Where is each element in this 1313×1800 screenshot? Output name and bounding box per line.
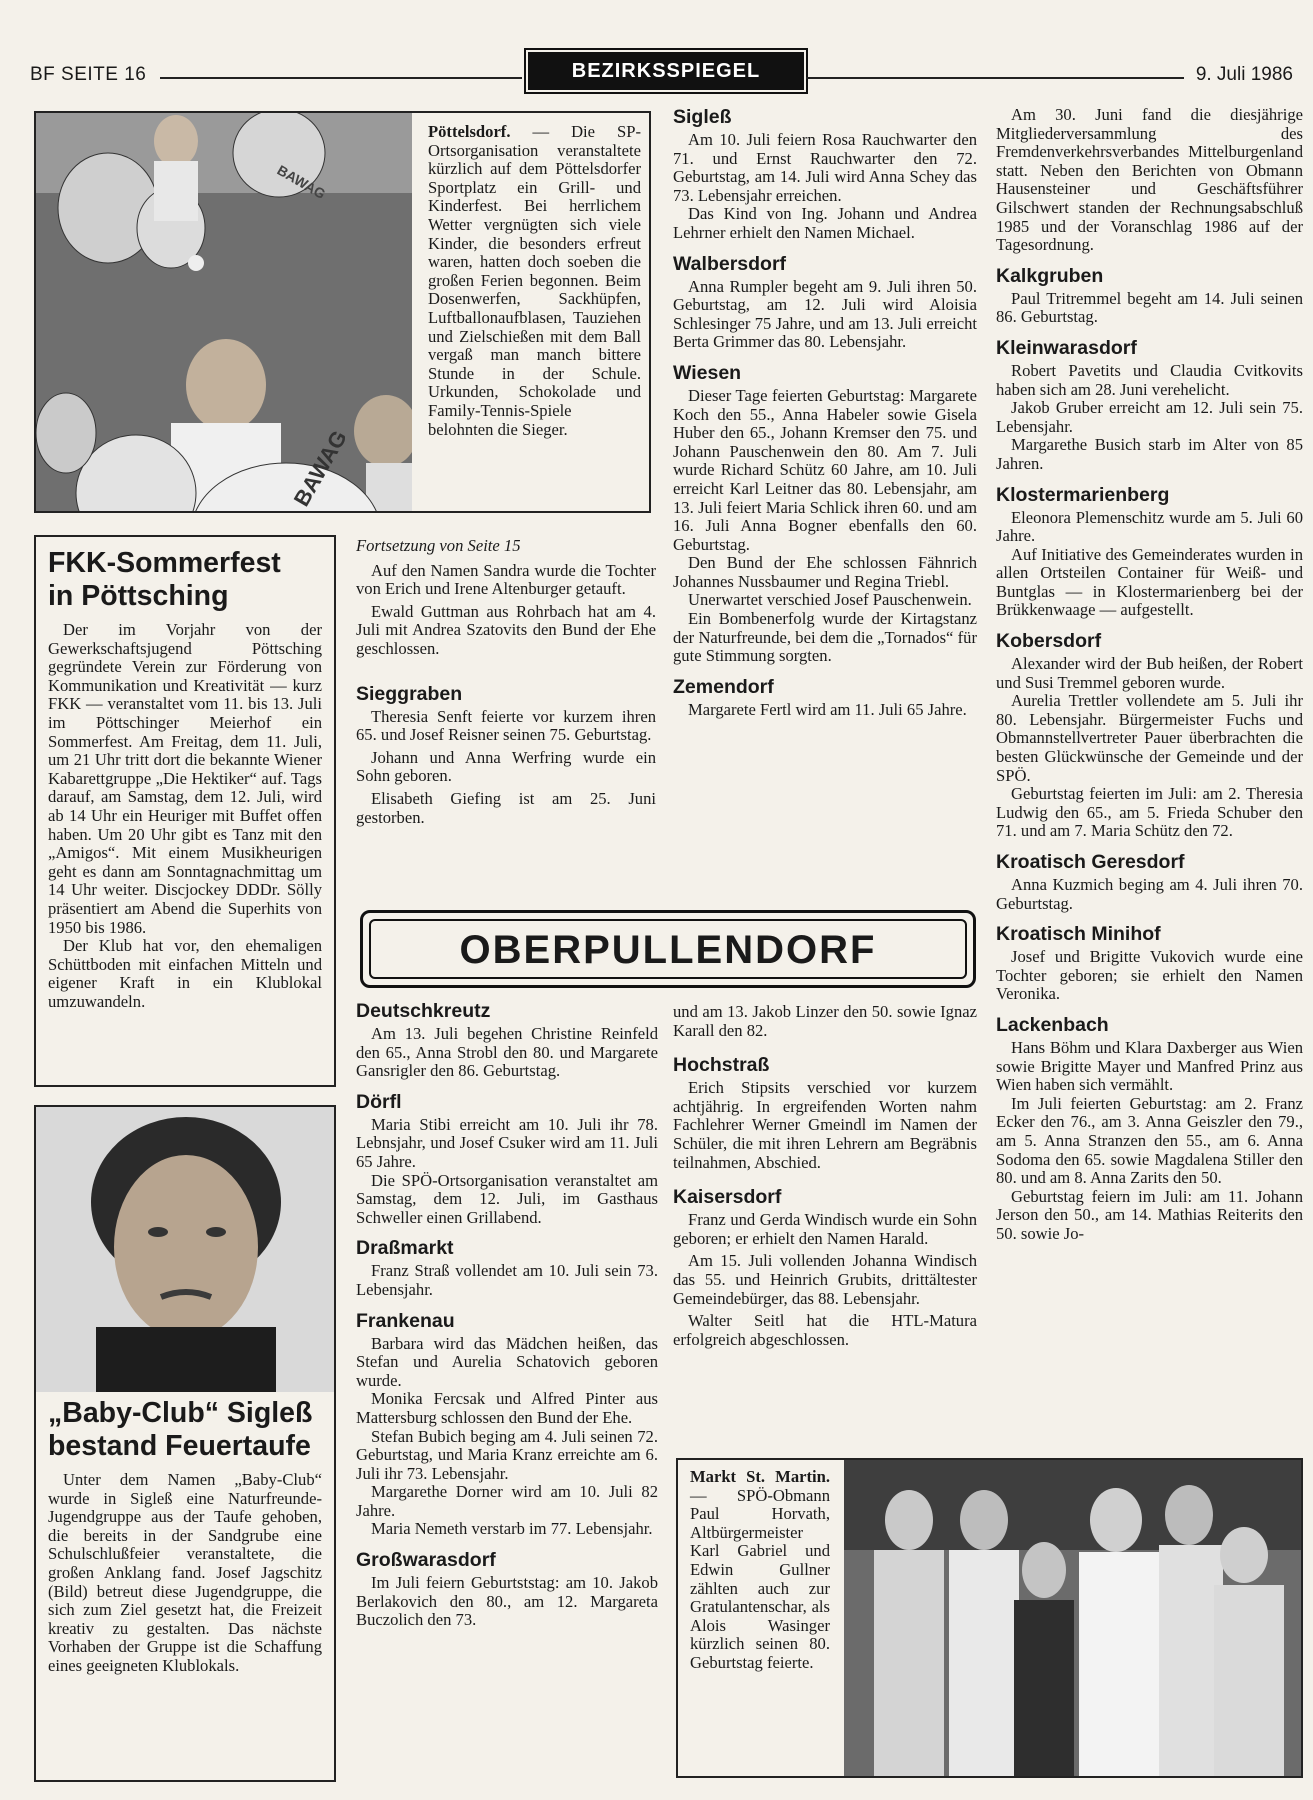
lackenbach-paragraph-2: Im Juli feierten Geburtstag: am 2. Franz Ecker den 76., am 3. Anna Geiszler den 79., am 5. Anna Stranzen den 55., am 6. Anna Sodoma den 65. sowie Magdalena Stiller den 80. und am 8. Anna Zarits den 50.: [996, 1093, 1303, 1188]
kalkgruben-heading: Kalkgruben: [996, 264, 1104, 287]
doerfl-paragraph-1: Maria Stibi erreicht am 10. Juli ihr 78. Lebnsjahr, und Josef Csuker wird am 11. Juli 65 Jahre.: [356, 1114, 658, 1171]
josef-jagschitz-portrait-photo: [36, 1107, 334, 1392]
frankenau-paragraph-1: Barbara wird das Mädchen heißen, das Stefan und Aurelia Schatovich geboren wurde.: [356, 1333, 658, 1390]
kaisersdorf-paragraph-3: Walter Seitl hat die HTL-Matura erfolgreich abgeschlossen.: [673, 1311, 977, 1349]
markt-caption: [690, 1468, 830, 1673]
frankenau-paragraph-4: Margarethe Dorner wird am 10. Juli 82 Jahre.: [356, 1482, 658, 1520]
hochstrass-paragraph-1: Erich Stipsits verschied vor kurzem achtjährig. In ergreifenden Worten nahm Fachlehrer Werner Gmeindl im Namen der Schüler, die mit ihren Lehrern am Begräbnis teilnahmen, Abschied.: [673, 1078, 977, 1172]
babyclub-article-box: [34, 1105, 336, 1782]
hochstrass-heading: Hochstraß: [673, 1054, 770, 1077]
babyclub-headline-line-1: „Baby-Club“ Sigleß: [48, 1397, 313, 1429]
fkk-paragraph-2: Der Klub hat vor, den ehemaligen Schüttboden mit einfachen Mitteln und eigener Kraft in ein Klublokal umzuwandeln.: [48, 936, 322, 1011]
poettelsdorf-caption-place: Pöttelsdorf.: [428, 122, 511, 141]
oberpullendorf-banner-text: OBERPULLENDORF: [369, 919, 967, 979]
poettelsdorf-caption: [428, 123, 641, 439]
balloon-label-1: BAWAG: [288, 426, 352, 511]
header-rule-right: [806, 77, 1184, 79]
fremdenverkehr-paragraph: Am 30. Juni fand die diesjährige Mitgliederversammlung des Fremdenverkehrsverbandes Mittelburgenland statt. Neben den Berichten von Obmann Hausensteiner und Geschäftsführer Gilschwert standen der Rechnungsabschluß 1985 und der Voranschlag 1986 auf der Tagesordnung.: [996, 105, 1303, 255]
children-balloons-illustration: [36, 113, 412, 511]
sigless-paragraph-1: Am 10. Juli feiern Rosa Rauchwarter den 71. und Ernst Rauchwarter den 72. Geburtstag, am 14. Juli wird Anna Schey das 73. Lebensjahr erreichen.: [673, 130, 977, 205]
walbersdorf-paragraph-1: Anna Rumpler begeht am 9. Juli ihren 50. Geburtstag, am 12. Juli wird Aloisia Schlesinger 75 Jahre, und am 13. Juli erreicht Berta Grimmer das 80. Lebensjahr.: [673, 276, 977, 352]
drassmarkt-heading: Draßmarkt: [356, 1237, 454, 1260]
kleinwarasdorf-paragraph-1: Robert Pavetits und Claudia Cvitkovits haben sich am 28. Juni verehelicht.: [996, 360, 1303, 399]
sieggraben-heading: Sieggraben: [356, 682, 463, 705]
fkk-article-box: [34, 535, 336, 1087]
kleinwarasdorf-heading: Kleinwarasdorf: [996, 336, 1137, 359]
kalkgruben-paragraph-1: Paul Tritremmel begeht am 14. Juli seinen 86. Geburtstag.: [996, 288, 1303, 327]
group-portrait-photo: [844, 1460, 1301, 1776]
frankenau-paragraph-5: Maria Nemeth verstarb im 77. Lebensjahr.: [371, 1519, 653, 1539]
kleinwarasdorf-paragraph-2: Jakob Gruber erreicht am 12. Juli sein 75. Lebensjahr.: [996, 398, 1303, 436]
poettelsdorf-photo-box: [34, 111, 651, 513]
header-rule-left: [160, 77, 522, 79]
kobersdorf-paragraph-3: Geburtstag feierten im Juli: am 2. Theresia Ludwig den 65., am 5. Frieda Schuber den 71. und am 7. Maria Schütz den 72.: [996, 784, 1303, 841]
deutschkreutz-heading: Deutschkreutz: [356, 1000, 491, 1022]
zemendorf-paragraph-1: Margarete Fertl wird am 11. Juli 65 Jahre.: [688, 699, 967, 719]
fortsetzung-paragraph-1: Auf den Namen Sandra wurde die Tochter von Erich und Irene Altenburger getauft.: [356, 560, 656, 599]
babyclub-text: [48, 1397, 322, 1676]
grosswarasdorf-paragraph-1: Im Juli feiern Geburtststag: am 10. Jakob Berlakovich den 80., am 12. Margareta Buczolich den 73.: [356, 1573, 658, 1630]
klostermarienberg-heading: Klostermarienberg: [996, 483, 1170, 506]
kaisersdorf-heading: Kaisersdorf: [673, 1186, 782, 1209]
poettelsdorf-caption-text: — Die SP-Ortsorganisation veranstaltete kürzlich auf dem Pöttelsdorfer Sportplatz ein Grill- und Kinderfest. Bei herrlichem Wetter vergnügten sich viele Kinder, die besonders erfreut waren, hatten doch soeben die großen Ferien begonnen. Beim Dosenwerfen, Sackhüpfen, Luftballonaufblasen, Tauziehen und Zielschießen mit dem Ball vergaß man manch bittere Stunde in der Schule. Urkunden, Schokolade und Family-Tennis-Spiele belohnten die Sieger.: [428, 122, 641, 439]
kobersdorf-paragraph-2: Aurelia Trettler vollendete am 5. Juli ihr 80. Lebensjahr. Bürgermeister Fuchs und Obmannstellvertreter Pauer überbrachten die besten Glückwünsche der Gemeinde und der SPÖ.: [996, 691, 1303, 785]
fortsetzung-paragraph-2: Ewald Guttman aus Rohrbach hat am 4. Juli mit Andrea Szatovits den Bund der Ehe geschlossen.: [356, 601, 656, 658]
grosswarasdorf-heading: Großwarasdorf: [356, 1549, 496, 1572]
wiesen-heading: Wiesen: [673, 361, 742, 384]
oberpullendorf-banner: [360, 910, 976, 988]
column-3-lower: [673, 1003, 977, 1349]
babyclub-body: [48, 1471, 322, 1676]
column-4: [996, 106, 1303, 1244]
frankenau-heading: Frankenau: [356, 1309, 455, 1332]
babyclub-paragraph-1: Unter dem Namen „Baby-Club“ wurde in Sigleß eine Naturfreunde-Jugendgruppe aus der Taufe gehoben, die bereits in der Sandgrube eine Schulschlußfeier veranstaltete, die großen Anklang fand. Josef Jagschitz (Bild) betreut diese Jugendgruppe, die sich zum Ziel gesetzt hat, die Freizeit kreativ zu gestalten. Das nächste Vorhaben der Gruppe ist die Schaffung eines geeigneten Klublokals.: [48, 1470, 322, 1675]
fkk-paragraph-1: Der im Vorjahr von der Gewerkschaftsjugend Pöttsching gegründete Verein zur Förderung von Kommunikation und Kreativität — kurz FKK — veranstaltet vom 11. bis 13. Juli im Pöttschinger Meierhof ein Sommerfest. Am Freitag, dem 11. Juli, um 21 Uhr tritt dort die bekannte Wiener Kabarettgruppe „Die Hektiker“ auf. Tags darauf, am Samstag, dem 12. Juli, wird ab 14 Uhr ein Heuriger mit Buffet offen haben. Um 20 Uhr gibt es Tanz mit den „Amigos“. Mit einem Musikheurigen geht es dann am Sonntagnachmittag um 14 Uhr weiter. Discjockey DDDr. Sölly präsentiert am Abend die Superhits von 1950 bis 1986.: [48, 620, 322, 937]
markt-caption-text: — SPÖ-Obmann Paul Horvath, Altbürgermeister Karl Gabriel und Edwin Gullner zählten auch zur Gratulantenschar, als Alois Wasinger kürzlich seinen 80. Geburtstag feierte.: [690, 1485, 830, 1672]
continuation-note: Fortsetzung von Seite 15: [356, 536, 521, 555]
klostermarienberg-paragraph-2: Auf Initiative des Gemeinderates wurden in allen Ortsteilen Container für Weiß- und Buntglas — in Klostermarienberg bei der Brükkenwaage — aufgestellt.: [996, 544, 1303, 620]
kroatisch-geresdorf-paragraph-1: Anna Kuzmich beging am 4. Juli ihren 70. Geburtstag.: [996, 875, 1303, 913]
fkk-headline-line-1: FKK-Sommerfest: [48, 547, 281, 579]
fkk-headline-line-2: in Pöttsching: [48, 580, 229, 612]
kleinwarasdorf-paragraph-3: Margarethe Busich starb im Alter von 85 Jahren.: [996, 435, 1303, 473]
kobersdorf-heading: Kobersdorf: [996, 630, 1102, 653]
children-balloons-photo: [36, 113, 412, 511]
babyclub-headline: [48, 1397, 322, 1463]
drassmarkt-paragraph-1: Franz Straß vollendet am 10. Juli sein 73. Lebensjahr.: [356, 1261, 658, 1299]
frankenau-paragraph-2: Monika Fercsak und Alfred Pinter aus Mattersburg schlossen den Bund der Ehe.: [356, 1389, 658, 1427]
frankenau-paragraph-3: Stefan Bubich beging am 4. Juli seinen 72. Geburtstag, und Maria Kranz erreichte am 6. Juli ihr 73. Lebensjahr.: [356, 1426, 658, 1483]
zemendorf-heading: Zemendorf: [673, 675, 774, 698]
grosswarasdorf-continued: und am 13. Jakob Linzer den 50. sowie Ignaz Karall den 82.: [673, 1002, 977, 1040]
lackenbach-paragraph-1: Hans Böhm und Klara Daxberger aus Wien sowie Brigitte Mayer und Manfred Prinz aus Wien haben sich vermählt.: [996, 1037, 1303, 1095]
sigless-paragraph-2: Das Kind von Ing. Johann und Andrea Lehrner erhielt den Namen Michael.: [673, 204, 977, 242]
babyclub-headline-line-2: bestand Feuertaufe: [48, 1430, 311, 1462]
deutschkreutz-paragraph-1: Am 13. Juli begehen Christine Reinfeld den 65., Anna Strobl den 80. und Margarete Gansrigler den 86. Geburtstag.: [356, 1024, 658, 1081]
markt-st-martin-photo-box: [676, 1458, 1303, 1778]
portrait-illustration: [36, 1107, 334, 1392]
wiesen-paragraph-4: Ein Bombenerfolg wurde der Kirtagstanz der Naturfreunde, bei dem die „Tornados“ für gute Stimmung sorgten.: [673, 609, 977, 666]
doerfl-heading: Dörfl: [356, 1090, 402, 1113]
fkk-headline: [48, 547, 322, 613]
kobersdorf-paragraph-1: Alexander wird der Bub heißen, der Robert und Susi Tremmel geboren wurde.: [996, 654, 1303, 692]
klostermarienberg-paragraph-1: Eleonora Plemenschitz wurde am 5. Juli 60 Jahre.: [996, 507, 1303, 546]
fkk-body: [48, 621, 322, 1011]
lackenbach-paragraph-3: Geburtstag feiern im Juli: am 11. Johann Jerson den 50., am 14. Mathias Reiterits den 50. sowie Jo-: [996, 1186, 1303, 1243]
wiesen-paragraph-2: Den Bund der Ehe schlossen Fähnrich Johannes Nussbaumer und Regina Triebl.: [673, 553, 977, 591]
column-3-upper: [673, 106, 977, 719]
sieggraben-paragraph-3: Elisabeth Giefing ist am 25. Juni gestorben.: [356, 788, 656, 827]
kaisersdorf-paragraph-2: Am 15. Juli vollenden Johanna Windisch das 55. und Heinrich Grubits, drittältester Gemeindebürger, das 88. Lebensjahr.: [673, 1251, 977, 1308]
doerfl-paragraph-2: Die SPÖ-Ortsorganisation veranstaltet am Samstag, dem 12. Juli, im Gasthaus Schweller einen Grillabend.: [356, 1170, 658, 1227]
lackenbach-heading: Lackenbach: [996, 1013, 1109, 1036]
sieggraben-paragraph-1: Theresia Senft feierte vor kurzem ihren 65. und Josef Reisner seinen 75. Geburtstag.: [356, 706, 656, 745]
wiesen-paragraph-1: Dieser Tage feierten Geburtstag: Margarete Koch den 55., Anna Habeler sowie Gisela Huber den 65., Johann Kremser den 75. und Johann Pauschenwein den 80. Am 7. Juli wurde Richard Schütz 60 Jahre, am 10. Juli erreicht Karl Leitner das 80. Lebensjahr, am 13. Juli feiert Maria Schlick ihren 60. und am 16. Juli Anna Bogner ebenfalls den 60. Geburtstag.: [673, 385, 977, 554]
kroatisch-geresdorf-heading: Kroatisch Geresdorf: [996, 851, 1185, 873]
section-title: BEZIRKSSPIEGEL: [528, 52, 804, 90]
column-2-lower: [356, 1000, 658, 1630]
sigless-heading: Sigleß: [673, 106, 732, 128]
group-portrait-illustration: [844, 1460, 1301, 1776]
issue-date: 9. Juli 1986: [1195, 64, 1293, 85]
sieggraben-paragraph-2: Johann und Anna Werfring wurde ein Sohn geboren.: [356, 747, 656, 786]
markt-caption-place: Markt St. Martin.: [690, 1467, 830, 1486]
wiesen-paragraph-3: Unerwartet verschied Josef Pauschenwein.: [688, 590, 972, 610]
walbersdorf-heading: Walbersdorf: [673, 252, 787, 275]
column-2-upper: [356, 537, 656, 827]
kaisersdorf-paragraph-1: Franz und Gerda Windisch wurde ein Sohn geboren; er erhielt den Namen Harald.: [673, 1210, 977, 1248]
balloon-label-2: BAWAG: [274, 161, 329, 203]
kroatisch-minihof-paragraph-1: Josef und Brigitte Vukovich wurde eine Tochter geboren; sie erhielt den Namen Veronika.: [996, 947, 1303, 1004]
page-number: BF SEITE 16: [30, 64, 147, 85]
kroatisch-minihof-heading: Kroatisch Minihof: [996, 923, 1161, 946]
